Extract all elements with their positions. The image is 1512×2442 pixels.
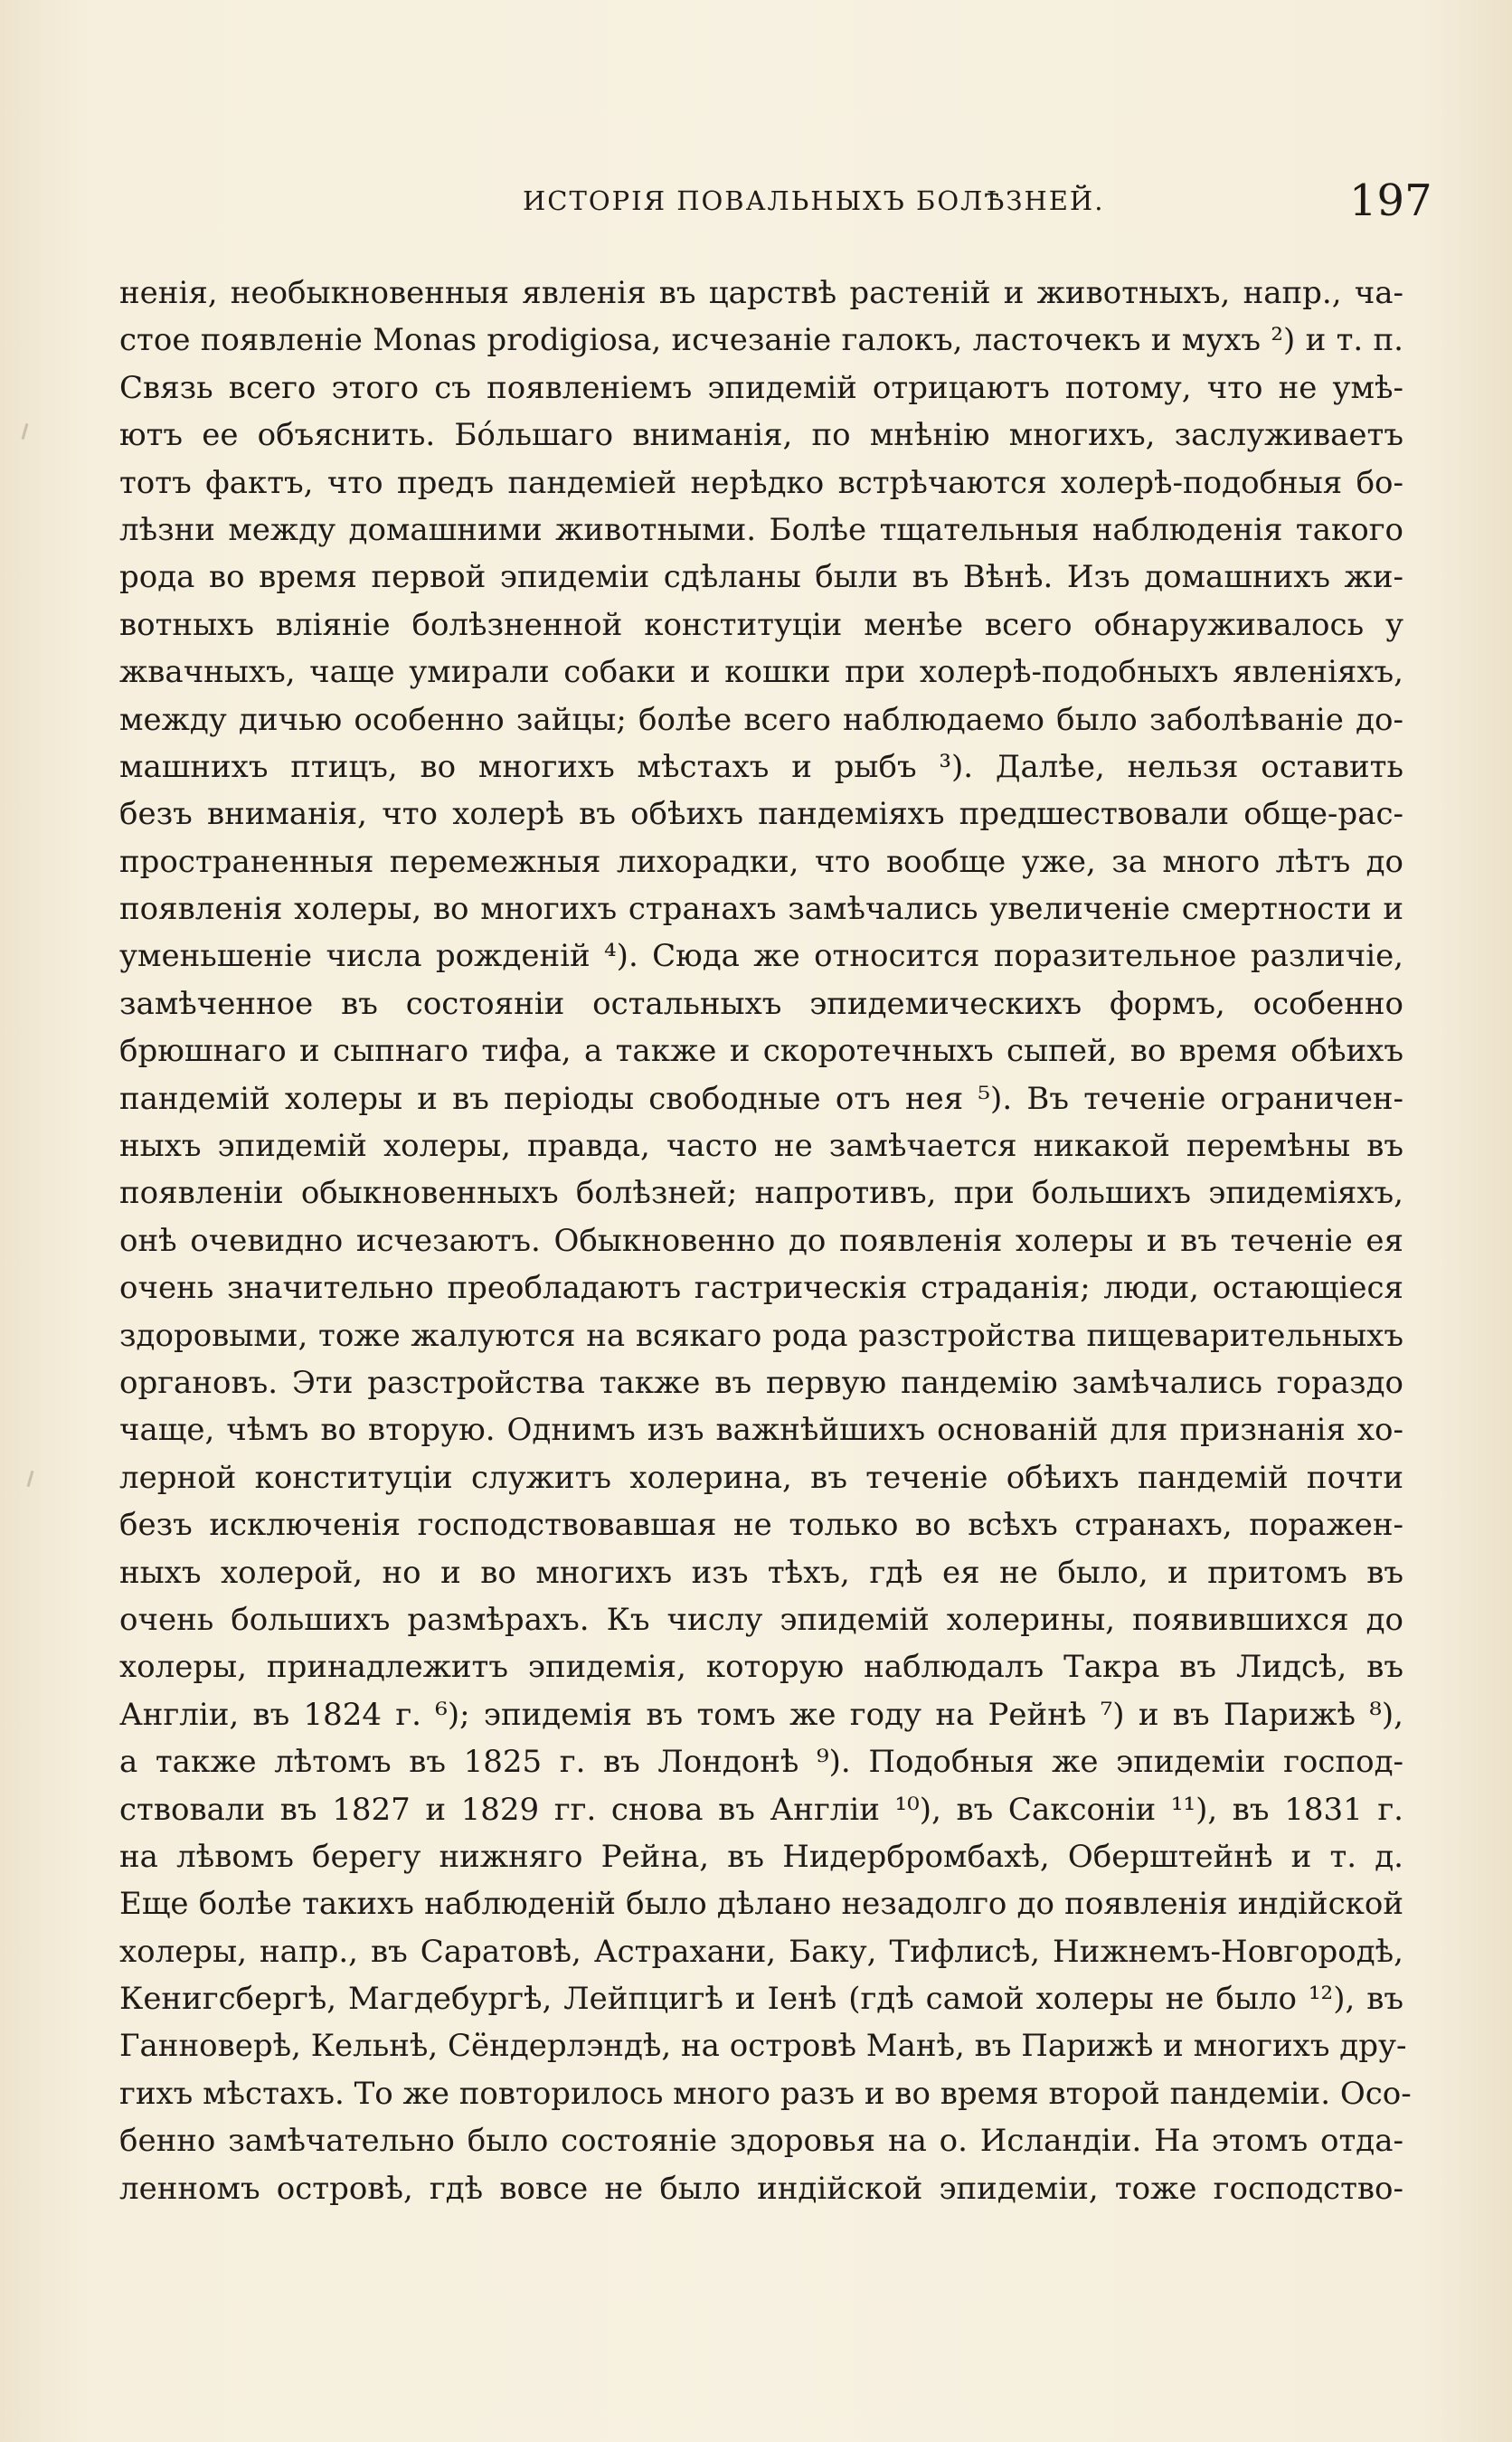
text-line-34: на лѣвомъ берегу нижняго Рейна, въ Нидербромбахѣ, Оберштейнѣ и т. д. bbox=[119, 1838, 1403, 1875]
text-line-29: очень большихъ размѣрахъ. Къ числу эпидемій холерины, появившихся до bbox=[119, 1601, 1403, 1638]
text-line-5: тотъ фактъ, что предъ пандеміей нерѣдко встрѣчаются холерѣ-подобныя бо- bbox=[119, 464, 1403, 501]
text-line-16: замѣченное въ состояніи остальныхъ эпидемическихъ формъ, особенно bbox=[119, 985, 1403, 1022]
text-line-21: онѣ очевидно исчезаютъ. Обыкновенно до появленія холеры и въ теченіе ея bbox=[119, 1222, 1403, 1259]
running-head: ИСТОРІЯ ПОВАЛЬНЫХЪ БОЛѢЗНЕЙ. bbox=[523, 185, 1105, 216]
text-line-7: рода во время первой эпидеміи сдѣланы были въ Вѣнѣ. Изъ домашнихъ жи- bbox=[119, 559, 1403, 596]
text-line-32: а также лѣтомъ въ 1825 г. въ Лондонѣ ⁹). Подобныя же эпидеміи господ- bbox=[119, 1744, 1403, 1781]
text-line-33: ствовали въ 1827 и 1829 гг. снова въ Англіи ¹⁰), въ Саксоніи ¹¹), въ 1831 г. bbox=[119, 1791, 1403, 1828]
text-line-26: лерной конституціи служитъ холерина, въ теченіе обѣихъ пандемій почти bbox=[119, 1459, 1403, 1496]
text-line-17: брюшнаго и сыпнаго тифа, а также и скоротечныхъ сыпей, во время обѣихъ bbox=[119, 1033, 1403, 1070]
text-line-10: между дичью особенно зайцы; болѣе всего наблюдаемо было заболѣваніе до- bbox=[119, 701, 1403, 738]
text-line-31: Англіи, въ 1824 г. ⁶); эпидемія въ томъ же году на Рейнѣ ⁷) и въ Парижѣ ⁸), bbox=[119, 1696, 1403, 1733]
text-line-39: гихъ мѣстахъ. То же повторилось много разъ и во время второй пандеміи. Осо- bbox=[119, 2075, 1412, 2112]
margin-mark bbox=[27, 1471, 34, 1487]
text-line-1: ненія, необыкновенныя явленія въ царствѣ растеній и животныхъ, напр., ча- bbox=[119, 275, 1403, 311]
margin-mark bbox=[22, 423, 29, 440]
text-line-12: безъ вниманія, что холерѣ въ обѣихъ пандеміяхъ предшествовали обще-рас- bbox=[119, 796, 1403, 833]
text-line-2: стое появленіе Monas prodigiosa, исчезаніе галокъ, ласточекъ и мухъ ²) и т. п. bbox=[119, 322, 1403, 359]
text-line-20: появленіи обыкновенныхъ болѣзней; напротивъ, при большихъ эпидеміяхъ, bbox=[119, 1175, 1403, 1212]
text-line-28: ныхъ холерой, но и во многихъ изъ тѣхъ, гдѣ ея не было, и притомъ въ bbox=[119, 1554, 1403, 1591]
text-line-24: органовъ. Эти разстройства также въ первую пандемію замѣчались гораздо bbox=[119, 1364, 1403, 1401]
text-line-15: уменьшеніе числа рожденій ⁴). Сюда же относится поразительное различіе, bbox=[119, 938, 1403, 975]
text-line-8: вотныхъ вліяніе болѣзненной конституціи менѣе всего обнаруживалось у bbox=[119, 606, 1403, 643]
text-line-41: ленномъ островѣ, гдѣ вовсе не было индійской эпидеміи, тоже господство- bbox=[119, 2170, 1403, 2207]
text-line-13: пространенныя перемежныя лихорадки, что вообще уже, за много лѣтъ до bbox=[119, 843, 1403, 880]
text-line-27: безъ исключенія господствовавшая не только во всѣхъ странахъ, поражен- bbox=[119, 1507, 1403, 1544]
text-line-38: Ганноверѣ, Кельнѣ, Сёндерлэндѣ, на островѣ Манѣ, въ Парижѣ и многихъ дру- bbox=[119, 2028, 1407, 2065]
text-line-40: бенно замѣчательно было состояніе здоровья на о. Исландіи. На этомъ отда- bbox=[119, 2123, 1403, 2160]
text-line-25: чаще, чѣмъ во вторую. Однимъ изъ важнѣйшихъ основаній для признанія хо- bbox=[119, 1412, 1403, 1449]
text-line-14: появленія холеры, во многихъ странахъ замѣчались увеличеніе смертности и bbox=[119, 891, 1403, 928]
page-number: 197 bbox=[1349, 175, 1432, 226]
text-line-35: Еще болѣе такихъ наблюденій было дѣлано незадолго до появленія индійской bbox=[119, 1886, 1403, 1923]
text-line-4: ютъ ее объяснить. Бо́льшаго вниманія, по мнѣнію многихъ, заслуживаетъ bbox=[119, 417, 1403, 454]
text-line-22: очень значительно преобладаютъ гастрическія страданія; люди, остающіеся bbox=[119, 1270, 1403, 1307]
text-line-6: лѣзни между домашними животными. Болѣе тщательныя наблюденія такого bbox=[119, 511, 1403, 548]
text-line-18: пандемій холеры и въ періоды свободные отъ нея ⁵). Въ теченіе ограничен- bbox=[119, 1080, 1403, 1117]
text-line-30: холеры, принадлежитъ эпидемія, которую наблюдалъ Такра въ Лидсѣ, въ bbox=[119, 1649, 1403, 1686]
text-line-3: Связь всего этого съ появленіемъ эпидемій отрицаютъ потому, что не умѣ- bbox=[119, 369, 1403, 406]
text-line-37: Кенигсбергѣ, Магдебургѣ, Лейпцигѣ и Іенѣ (гдѣ самой холеры не было ¹²), въ bbox=[119, 1981, 1403, 2018]
text-line-36: холеры, напр., въ Саратовѣ, Астрахани, Баку, Тифлисѣ, Нижнемъ-Новгородѣ, bbox=[119, 1933, 1403, 1970]
text-line-23: здоровыми, тоже жалуются на всякаго рода разстройства пищеварительныхъ bbox=[119, 1317, 1403, 1354]
body-text bbox=[119, 270, 1412, 2212]
text-line-11: машнихъ птицъ, во многихъ мѣстахъ и рыбъ ³). Далѣе, нельзя оставить bbox=[119, 748, 1403, 785]
text-line-9: жвачныхъ, чаще умирали собаки и кошки при холерѣ-подобныхъ явленіяхъ, bbox=[119, 654, 1403, 691]
text-line-19: ныхъ эпидемій холеры, правда, часто не замѣчается никакой перемѣны въ bbox=[119, 1128, 1403, 1165]
